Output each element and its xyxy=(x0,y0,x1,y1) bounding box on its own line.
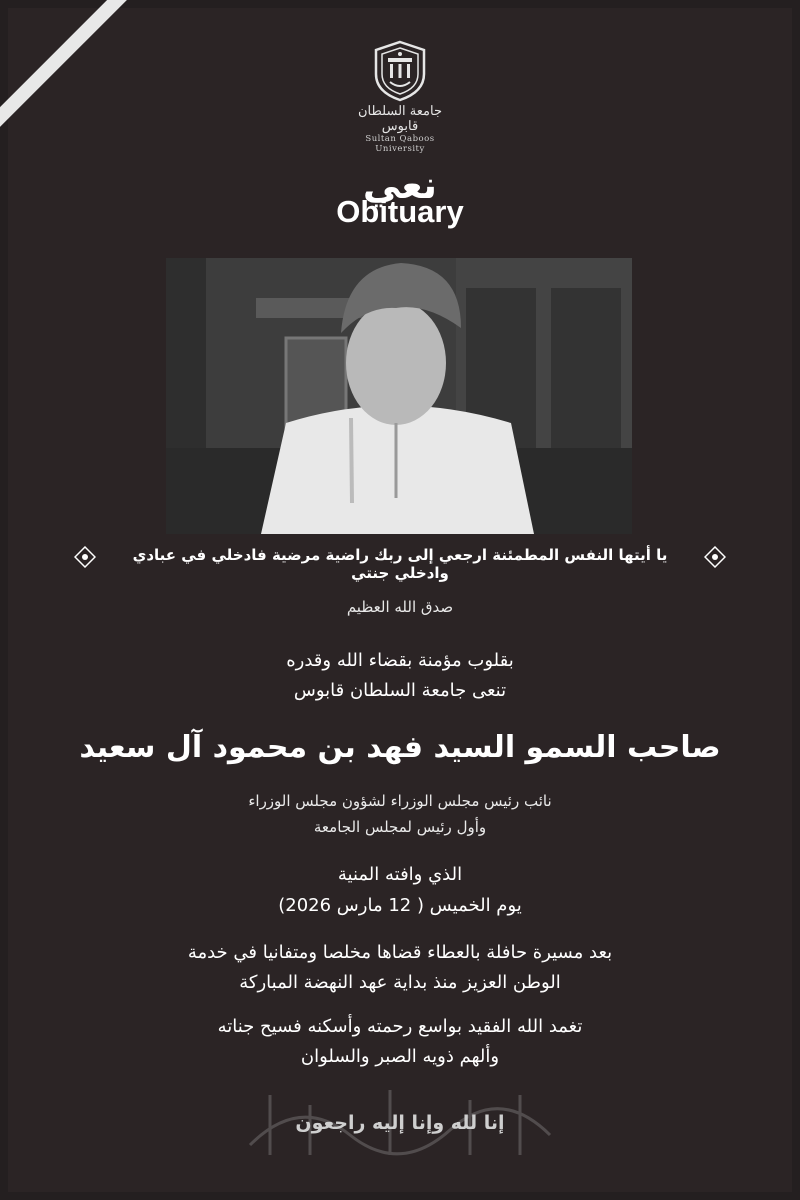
intro-line-1: بقلوب مؤمنة بقضاء الله وقدره xyxy=(286,650,514,671)
prayer-line-1: تغمد الله الفقيد بواسع رحمته وأسكنه فسيح جناته xyxy=(217,1016,583,1037)
logo-english-text: Sultan Qaboos University xyxy=(365,134,435,154)
position-line-2: وأول رئيس لمجلس الجامعة xyxy=(313,818,487,836)
logo-arabic-text: جامعة السلطان قابوس xyxy=(358,104,442,134)
prayer-line-2: وألهم ذويه الصبر والسلوان xyxy=(300,1046,500,1067)
deceased-name: صاحب السمو السيد فهد بن محمود آل سعيد xyxy=(79,730,721,765)
title-english: Obituary xyxy=(336,194,464,229)
bio-line-1: بعد مسيرة حافلة بالعطاء قضاها مخلصا ومتفانيا في خدمة xyxy=(187,942,613,963)
sadaq-text: صدق الله العظيم xyxy=(346,598,454,616)
ornament-right-icon xyxy=(704,546,726,568)
mourning-ribbon xyxy=(0,0,140,140)
bio-line-2: الوطن العزيز منذ بداية عهد النهضة المباركة xyxy=(239,972,561,993)
university-logo xyxy=(340,40,460,154)
university-emblem-icon xyxy=(372,40,428,102)
ornament-left-icon xyxy=(74,546,96,568)
death-date: يوم الخميس ( 12 مارس 2026) xyxy=(278,895,522,916)
quran-verse: يا أيتها النفس المطمئنة ارجعي إلى ربك راضية مرضية فادخلي في عبادي وادخلي جنتي xyxy=(132,546,668,582)
quran-verse-banner xyxy=(70,540,730,582)
intro-line-2: تنعى جامعة السلطان قابوس xyxy=(293,680,507,701)
position-line-1: نائب رئيس مجلس الوزراء لشؤون مجلس الوزراء xyxy=(248,792,552,810)
title-arabic: نعي xyxy=(362,163,438,207)
death-line-1: الذي وافته المنية xyxy=(337,864,463,885)
closing-phrase: إنا لله وإنا إليه راجعون xyxy=(295,1112,505,1134)
portrait-photo xyxy=(166,258,632,534)
portrait-image xyxy=(166,258,632,534)
